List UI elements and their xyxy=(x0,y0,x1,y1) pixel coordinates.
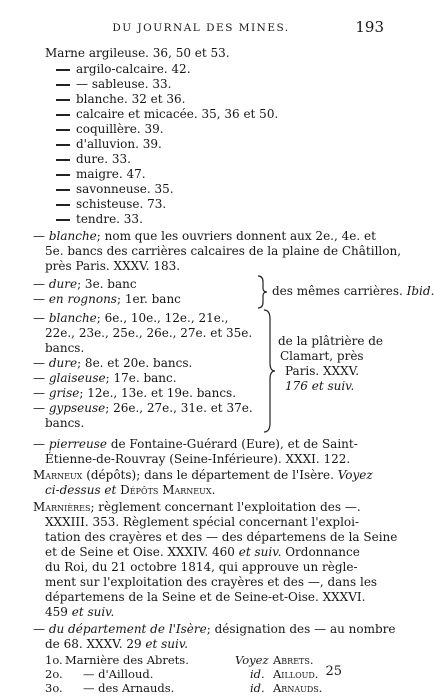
entry-label: glaiseuse xyxy=(48,371,106,385)
dash-mark xyxy=(56,174,70,176)
group2-line: — glaiseuse; 17e. banc. xyxy=(33,371,177,385)
group2-line: — blanche; 6e., 10e., 12e., 21e., xyxy=(33,311,229,325)
marnieres-l2: XXXIII. 353. Règlement spécial concernant l'exploi- xyxy=(45,515,360,529)
group2-right-line: de la plâtrière de xyxy=(278,334,384,348)
see-ref: Voyez xyxy=(337,468,373,482)
list-item-text: blanche. 32 et 36. xyxy=(76,92,186,106)
entry-label: dure xyxy=(48,356,78,370)
list-item-text: — sableuse. 33. xyxy=(76,77,172,91)
see-ref: Voyez xyxy=(235,653,269,667)
dash-mark xyxy=(56,114,70,116)
entry-text: ; nom que les ouvriers donnent aux 2e., 4e. et xyxy=(96,229,376,243)
entry-text: et de Seine et Oise. XXXIV. 460 xyxy=(45,545,235,559)
list-item-text: calcaire et micacée. 35, 36 et 50. xyxy=(76,107,279,121)
et-suiv: et suiv. xyxy=(238,545,282,559)
ibid-ref: Ibid. xyxy=(406,284,434,298)
entry-term: Marnières xyxy=(33,500,91,514)
entry-label: blanche xyxy=(48,311,97,325)
see-ref: ci-dessus et xyxy=(45,483,117,497)
group2-right-line: Paris. XXXV. xyxy=(285,364,360,378)
et-suiv: et suiv. xyxy=(67,605,115,619)
list-item-text: savonneuse. 35. xyxy=(76,182,174,196)
dash-mark xyxy=(56,219,70,221)
group2-line: bancs. xyxy=(45,341,85,355)
list-item xyxy=(56,197,166,212)
group2-line: 22e., 23e., 25e., 26e., 27e. et 35e. xyxy=(45,326,253,340)
list-item xyxy=(56,107,278,122)
list-item xyxy=(56,137,162,152)
dash-mark xyxy=(56,159,70,161)
list-item-text: schisteuse. 73. xyxy=(76,197,167,211)
item-target: Abrets. xyxy=(273,653,314,667)
list-item xyxy=(56,92,186,107)
item-text: — d'Ailloud. xyxy=(83,667,154,681)
et-suiv: et suiv. xyxy=(141,637,189,651)
dash-mark xyxy=(56,204,70,206)
marneux-l2 xyxy=(45,483,215,498)
see-ref: id. xyxy=(250,667,265,681)
list-item xyxy=(56,152,131,167)
term-marne: Marne xyxy=(45,46,86,60)
entry-text: de Fontaine-Guérard (Eure), et de Saint- xyxy=(107,437,358,451)
list-item-text: dure. 33. xyxy=(76,152,131,166)
entry-text: ; 6e., 10e., 12e., 21e., xyxy=(96,311,229,325)
list-item-text: coquillère. 39. xyxy=(76,122,164,136)
group2-right-line: Clamart, près xyxy=(280,349,364,363)
entry-label: pierreuse xyxy=(48,437,108,451)
entry-text: ; 8e. et 20e. bancs. xyxy=(77,356,193,370)
entry-text: ; 17e. banc. xyxy=(105,371,177,385)
pierreuse-l1: — pierreuse de Fontaine-Guérard (Eure), et de Saint- xyxy=(33,437,358,451)
list-item-text: tendre. 33. xyxy=(76,212,143,226)
pierreuse-l2: Étienne-de-Rouvray (Seine-Inférieure). XXXI. 122. xyxy=(45,452,351,466)
brace-icon xyxy=(256,275,268,309)
entry-text: des mêmes carrières. xyxy=(272,284,403,298)
entry-text: (dépôts); dans le département de l'Isère. xyxy=(82,468,334,482)
page-number: 193 xyxy=(355,18,384,36)
item-text: Marnière des Abrets. xyxy=(65,653,189,667)
group2-line: bancs. xyxy=(45,416,85,430)
blanche-entry-l1: — blanche; nom que les ouvriers donnent aux 2e., 4e. et xyxy=(33,229,376,243)
list-item xyxy=(56,212,143,227)
entry-text: 459 xyxy=(45,605,68,619)
item-number: 3o. xyxy=(45,681,63,695)
marnieres-l4 xyxy=(45,545,360,560)
dash-mark xyxy=(56,69,70,71)
blanche-entry-l3: près Paris. XXXV. 183. xyxy=(45,259,181,273)
entry-text: ; 26e., 27e., 31e. et 37e. xyxy=(105,401,253,415)
blanche-entry-l2: 5e. bancs des carrières calcaires de la plaine de Châtillon, xyxy=(45,244,402,258)
entry-text: ; désignation des — au nombre xyxy=(206,622,396,636)
entry-label: blanche xyxy=(48,229,97,243)
entry-text: ; 12e., 13e. et 19e. bancs. xyxy=(79,386,237,400)
item-number: 1o. xyxy=(45,653,63,667)
marnieres-l8 xyxy=(45,605,114,620)
marnieres-l1 xyxy=(33,500,361,515)
group2-line: — gypseuse; 26e., 27e., 31e. et 37e. xyxy=(33,401,253,415)
group2-line: — dure; 8e. et 20e. bancs. xyxy=(33,356,193,370)
marne-first-line xyxy=(45,46,230,61)
entry-text: de 68. XXXV. 29 xyxy=(45,637,142,651)
item-target: Arnauds. xyxy=(273,681,323,695)
list-item xyxy=(56,182,174,197)
marnieres-l3: tation des crayères et des — des départemens de la Seine xyxy=(45,530,398,544)
entry-label: grise xyxy=(48,386,80,400)
dash-mark xyxy=(56,84,70,86)
group1-right xyxy=(272,284,434,299)
list-item xyxy=(56,62,191,77)
entry-term: Dépôts Marneux. xyxy=(120,483,216,497)
list-item xyxy=(56,167,146,182)
list-item xyxy=(56,122,164,137)
list-item-text: d'alluvion. 39. xyxy=(76,137,162,151)
marnieres-l7: départemens de la Seine et de Seine-et-Oise. XXXVI. xyxy=(45,590,366,604)
dash-mark xyxy=(56,189,70,191)
group2-line: — grise; 12e., 13e. et 19e. bancs. xyxy=(33,386,237,400)
entry-text: ; 3e. banc xyxy=(77,277,137,291)
running-title: DU JOURNAL DES MINES. xyxy=(112,22,290,34)
marnieres-l6: ment sur l'exploitation des crayères et des —, dans les xyxy=(45,575,378,589)
entry-label: en rognons xyxy=(48,292,117,306)
marne-first-rest: argileuse. 36, 50 et 53. xyxy=(85,46,230,60)
item-text: — des Arnauds. xyxy=(83,681,175,695)
see-ref: id. xyxy=(250,681,265,695)
brace-icon xyxy=(262,309,276,433)
entry-term: Marneux xyxy=(33,468,83,482)
entry-text: ; règlement concernant l'exploitation des —. xyxy=(90,500,361,514)
list-item-text: maigre. 47. xyxy=(76,167,146,181)
dash-mark xyxy=(56,99,70,101)
item-target: Ailloud. xyxy=(273,667,319,681)
group1-line2: — en rognons; 1er. banc xyxy=(33,292,181,306)
entry-label: gypseuse xyxy=(48,401,106,415)
dash-mark xyxy=(56,144,70,146)
list-item xyxy=(56,77,171,92)
marnieres-l5: du Roi, du 21 octobre 1814, qui approuve un règle- xyxy=(45,560,358,574)
marneux-l1 xyxy=(33,468,373,483)
entry-text: Ordonnance xyxy=(281,545,360,559)
isere-l1: — du département de l'Isère; désignation des — au nombre xyxy=(33,622,396,636)
group1-line1: — dure; 3e. banc xyxy=(33,277,137,291)
list-item-text: argilo-calcaire. 42. xyxy=(76,62,191,76)
item-number: 2o. xyxy=(45,667,63,681)
entry-label: dure xyxy=(48,277,78,291)
dash-mark xyxy=(56,129,70,131)
signature-mark: 25 xyxy=(325,664,342,679)
entry-text: ; 1er. banc xyxy=(116,292,181,306)
numbered-item xyxy=(45,681,375,696)
isere-l2 xyxy=(45,637,188,652)
group2-right-line: 176 et suiv. xyxy=(285,379,355,393)
entry-label: du département de l'Isère xyxy=(48,622,207,636)
